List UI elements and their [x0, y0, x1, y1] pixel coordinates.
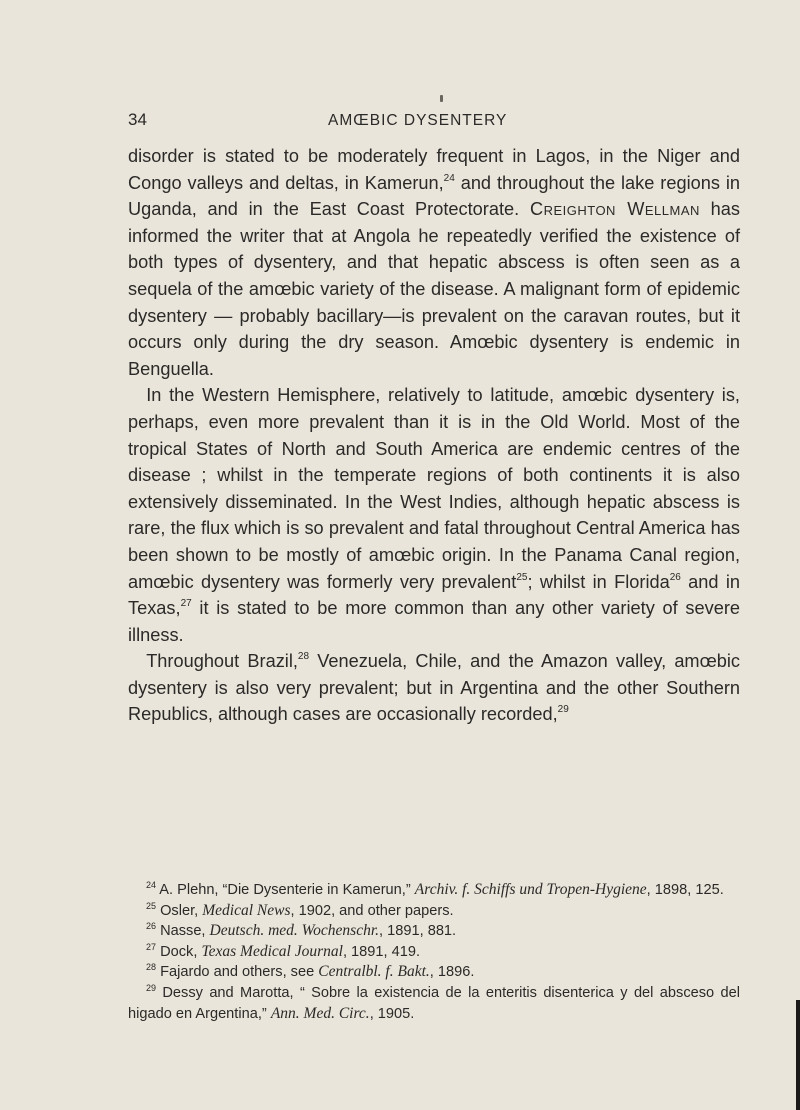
footnotes	[128, 880, 740, 1024]
footnote-24: $^{24}$ A. Plehn, “Die Dysenterie in Kamerun,” Archiv. f. Schiffs und Tropen-Hygiene, 1898, 125.	[146, 880, 724, 898]
paragraph-2: In the Western Hemisphere, relatively to latitude, amœbic dysentery is, perhaps, even more prevalent than it is in the Old World. Most of the tropical States of North and South America are endemic centres of the disease ; whilst in the temperate regions of both continents it is also extensively disseminated. In the West Indies, although hepatic abscess is rare, the flux which is so prevalent and fatal throughout Central America has been shown to be mostly of amœbic origin. In the Panama Canal region, amœbic dysentery was formerly very prevalent$^{25}$; whilst in Florida$^{26}$ and in Texas,$^{27}$ it is stated to be more common than any other variety of severe illness.	[128, 385, 740, 645]
footnote-29: $^{29}$ Dessy and Marotta, “ Sobre la existencia de la enteritis disenterica y del absceso del higado en Argentina,” Ann. Med. Circ., 1905.	[128, 982, 740, 1022]
footnote-ref: 26	[669, 571, 681, 583]
running-head: AMŒBIC DYSENTERY	[328, 112, 508, 129]
page-number: 34	[128, 110, 147, 129]
body-text	[128, 143, 740, 728]
paragraph-1: disorder is stated to be moderately frequent in Lagos, in the Niger and Congo valleys and deltas, in Kamerun,$^{24}$ and throughout the lake regions in Uganda, and in the East Coast Protectorate. Creighton Wellman has informed the writer that at Angola he repeatedly verified the existence of both types of dysentery, and that hepatic abscess is often seen as a sequela of the amœbic variety of the disease. A malignant form of epidemic dysentery — probably bacillary—is prevalent on the caravan routes, but it occurs only during the dry season. Amœbic dysentery is endemic in Benguella.	[128, 146, 741, 379]
footnote-25: $^{25}$ Osler, Medical News, 1902, and other papers.	[146, 900, 454, 919]
footnote-ref: 27	[180, 598, 192, 610]
footnote-ref: 28	[297, 651, 310, 663]
author-name: Creighton Wellman	[529, 199, 700, 220]
footnote-ref: 24	[443, 172, 455, 184]
footnote-26: $^{26}$ Nasse, Deutsch. med. Wochenschr., 1891, 881.	[146, 921, 457, 940]
footnote-28: $^{28}$ Fajardo and others, see Centralbl. f. Bakt., 1896.	[146, 962, 475, 981]
footnote-ref: 29	[557, 704, 569, 716]
page-edge-shadow	[796, 1000, 800, 1110]
footnote-27: $^{27}$ Dock, Texas Medical Journal, 1891, 419.	[146, 941, 421, 960]
print-mark	[440, 95, 443, 102]
paragraph-3: Throughout Brazil,$^{28}$ Venezuela, Chile, and the Amazon valley, amœbic dysentery is also very prevalent; but in Argentina and the other Southern Republics, although cases are occasionally recorded,$^{29}$	[128, 651, 740, 725]
footnote-ref: 25	[516, 571, 528, 583]
page-header	[128, 110, 740, 136]
